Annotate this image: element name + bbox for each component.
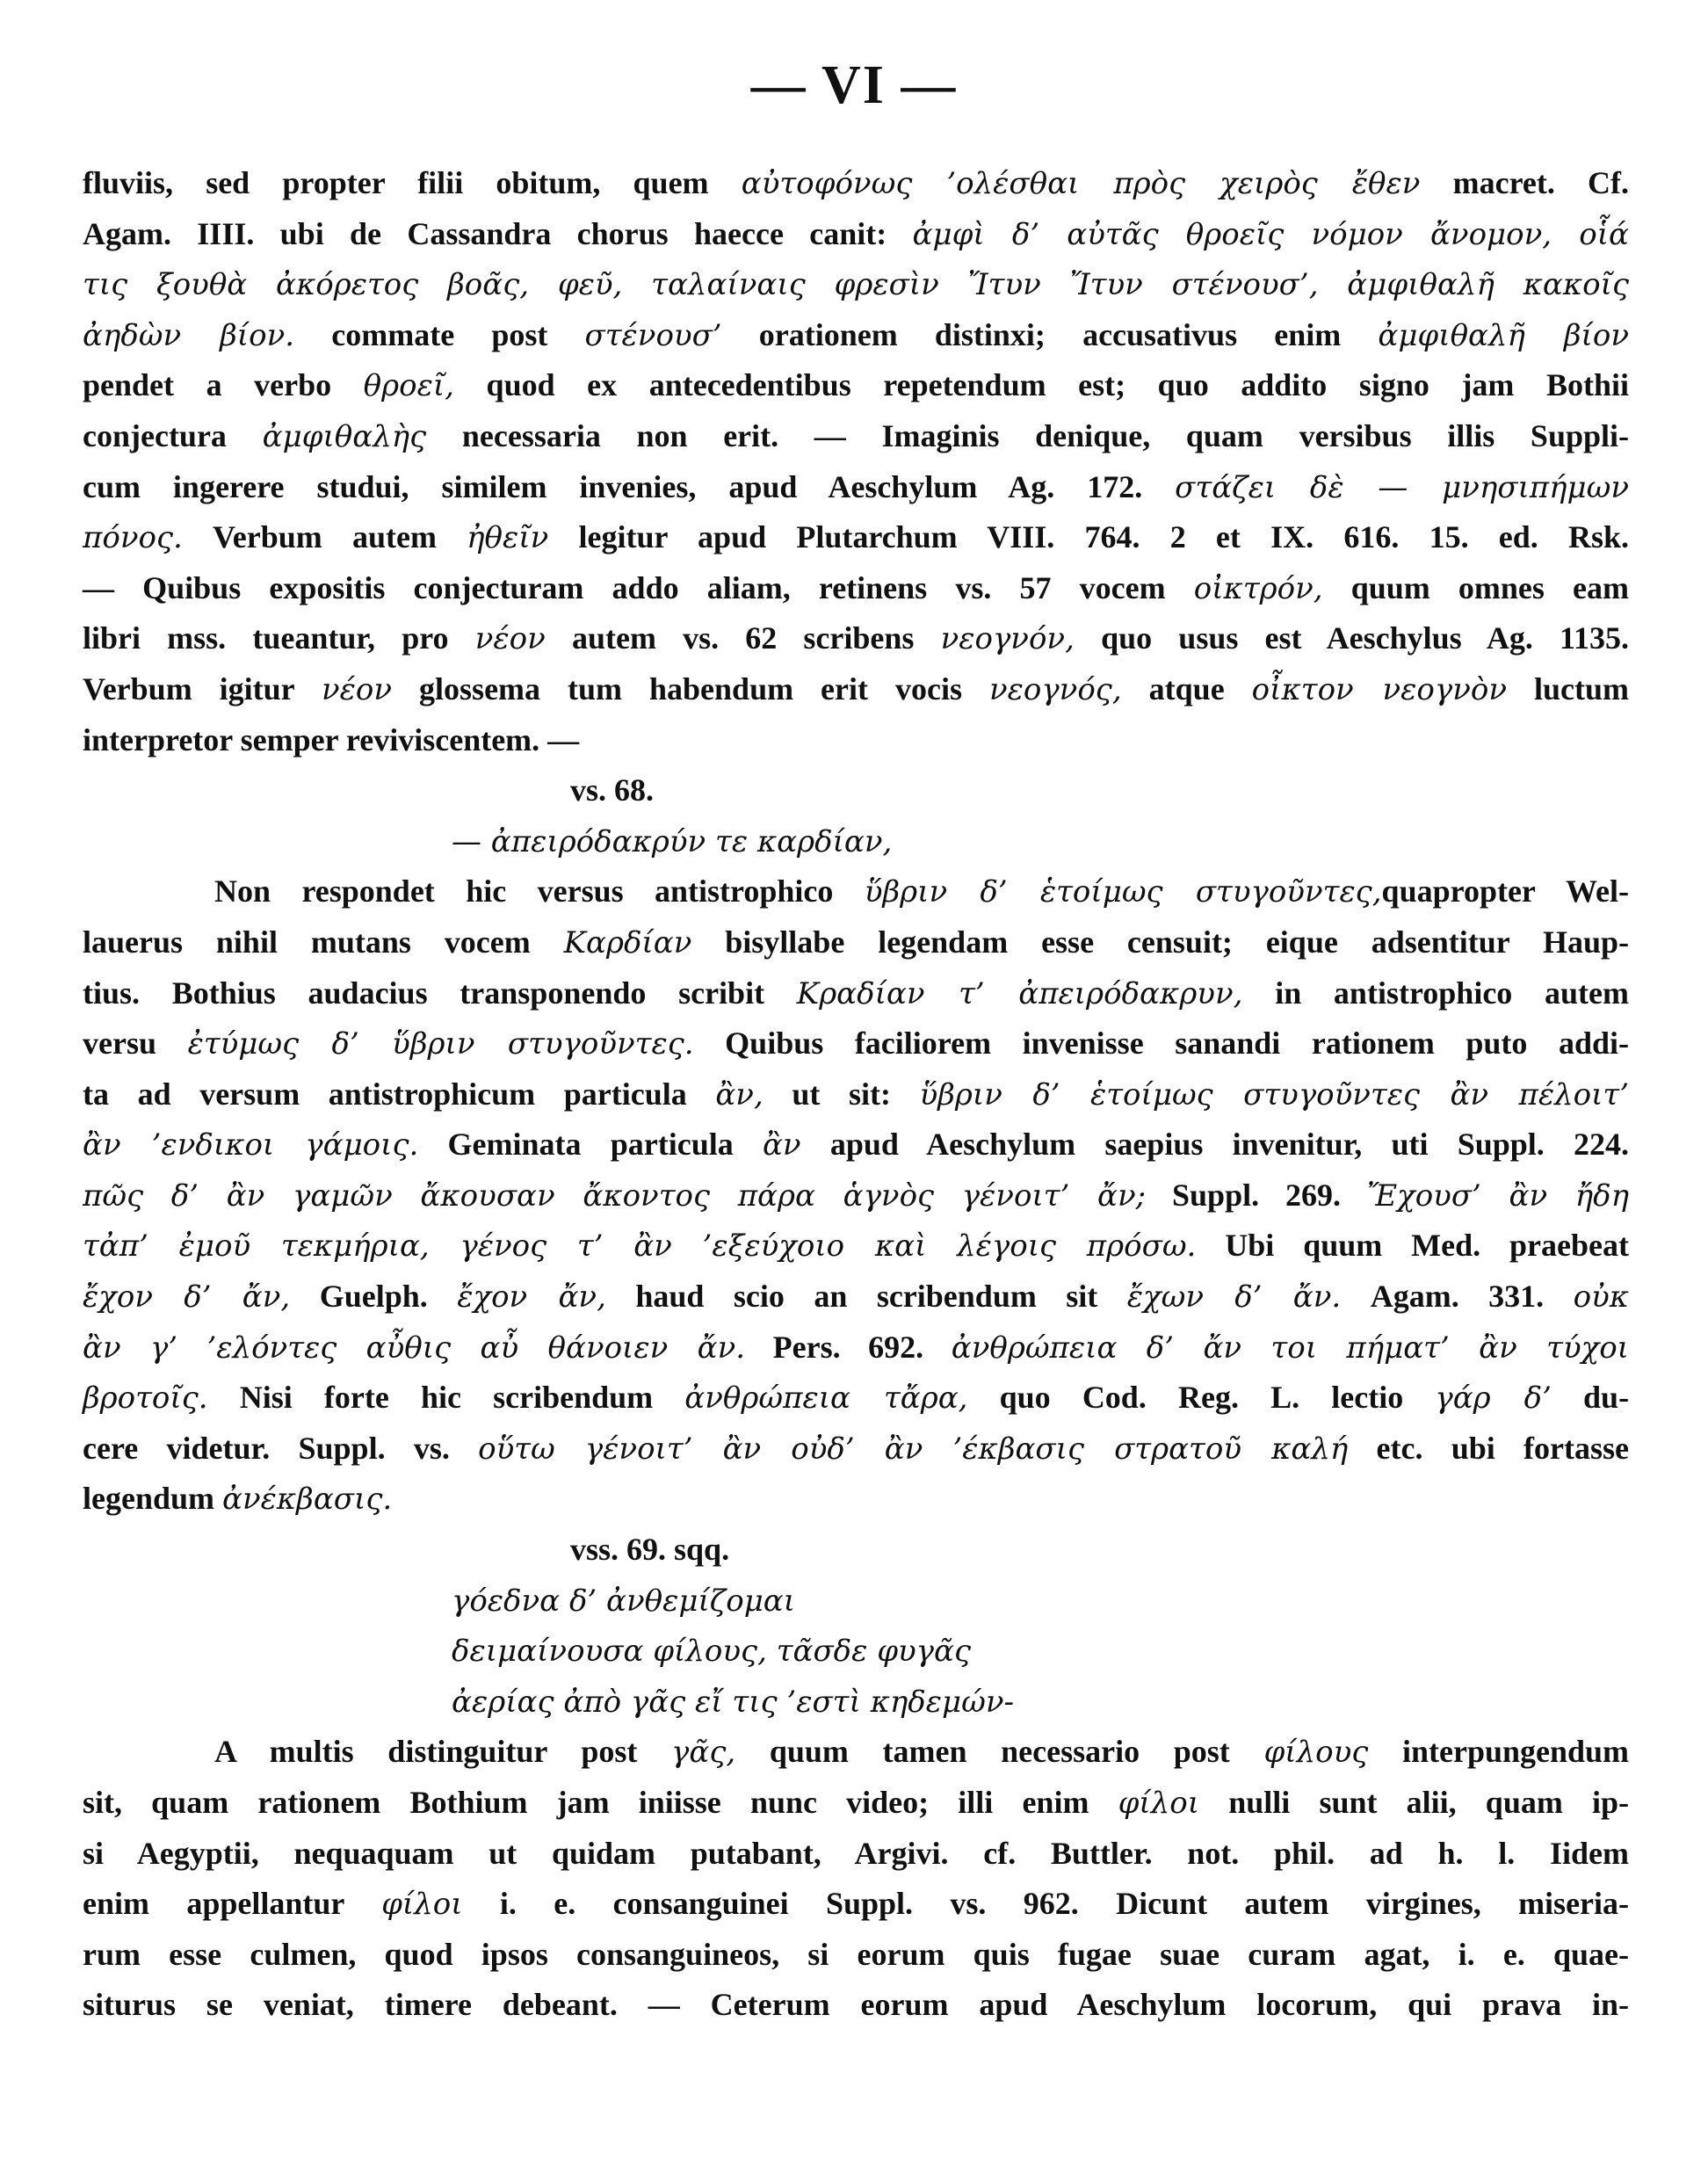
text-line: rum esse culmen, quod ipsos consanguineos, si eorum quis fugae suae curam agat, i. e. quae-: [83, 1936, 1629, 1972]
text-line: conjectura ἀμφιθαλὴς necessaria non erit. — Imaginis denique, quam versibus illis Suppli-: [83, 417, 1630, 454]
text-line: tius. Bothius audacius transponendo scribit Κραδίαν τ’ ἀπειρόδακρυν, in antistrophico autem: [83, 975, 1629, 1011]
text-line: ἂν γ’ ’ελόντες αὖθις αὖ θάνοιεν ἄν. Pers. 692. ἀνθρώπεια δ’ ἄν τοι πήματ’ ἂν τύχοι: [83, 1329, 1630, 1366]
text-line: legendum ἀνέκβασις.: [83, 1481, 393, 1518]
quoted-verse: δειμαίνουσα φίλους, τᾶσδε φυγᾶς: [452, 1634, 971, 1670]
text-line: versu ἐτύμως δ’ ὕβριν στυγοῦντες. Quibus faciliorem invenisse sanandi rationem puto addi-: [83, 1026, 1630, 1062]
text-line: τἀπ’ ἐμοῦ τεκμήρια, γένος τ’ ἂν ’εξεύχοιο καὶ λέγοις πρόσω. Ubi quum Med. praebeat: [83, 1228, 1629, 1265]
text-line: βροτοῖς. Nisi forte hic scribendum ἀνθρώπεια τἄρα, quo Cod. Reg. L. lectio γάρ δ’ du-: [83, 1380, 1630, 1417]
text-line: Non respondet hic versus antistrophico ὕβριν δ’ ἑτοίμως στυγοῦντες,quapropter Wel-: [214, 873, 1630, 910]
verse-reference: vs. 68.: [570, 772, 655, 808]
text-line: siturus se veniat, timere debeant. — Ceterum eorum apud Aeschylum locorum, qui prava in-: [83, 1987, 1629, 2023]
text-line: fluviis, sed propter filii obitum, quem αὐτοφόνως ’ολέσθαι πρὸς χειρὸς ἔθεν macret. Cf.: [83, 165, 1630, 201]
text-line: ἀηδὼν βίον. commate post στένουσ’ orationem distinxi; accusativus enim ἀμφιθαλῆ βίον: [83, 316, 1630, 353]
text-line: cere videtur. Suppl. vs. οὕτω γένοιτ’ ἂν οὐδ’ ἂν ’έκβασις στρατοῦ καλή etc. ubi fortasse: [83, 1430, 1629, 1467]
text-line: lauerus nihil mutans vocem Καρδίαν bisyllabe legendam esse censuit; eique adsentitur Haup-: [83, 924, 1629, 960]
text-line: ἔχον δ’ ἄν, Guelph. ἔχον ἄν, haud scio an scribendum sit ἔχων δ’ ἄν. Agam. 331. οὐκ: [83, 1279, 1630, 1315]
text-line: enim appellantur φίλοι i. e. consanguinei Suppl. vs. 962. Dicunt autem virgines, miseria-: [83, 1886, 1630, 1923]
text-line: pendet a verbo θροεῖ, quod ex antecedentibus repetendum est; quo addito signo jam Bothii: [83, 367, 1629, 404]
text-line: interpretor semper reviviscentem. —: [83, 721, 580, 757]
main-text: [83, 158, 1629, 2031]
text-line: si Aegyptii, nequaquam ut quidam putabant, Argivi. cf. Buttler. not. phil. ad h. l. Iidem: [83, 1835, 1629, 1871]
text-line: libri mss. tueantur, pro νέον autem vs. 62 scribens νεογνόν, quo usus est Aeschylus Ag. 1135.: [83, 620, 1630, 657]
quoted-verse: γόεδνα δ’ ἀνθεμίζομαι: [452, 1583, 796, 1619]
text-line: A multis distinguitur post γᾶς, quum tamen necessario post φίλους interpungendum: [214, 1734, 1630, 1771]
text-line: — Quibus expositis conjecturam addo aliam, retinens vs. 57 vocem οἰκτρόν, quum omnes eam: [83, 569, 1629, 606]
quoted-verse: ἀερίας ἀπὸ γᾶς εἴ τις ’εστὶ κηδεμών-: [452, 1684, 1014, 1720]
text-line: ta ad versum antistrophicum particula ἂν, ut sit: ὕβριν δ’ ἑτοίμως στυγοῦντες ἂν πέλοιτ’: [83, 1076, 1630, 1112]
text-line: τις ξουθὰ ἀκόρετος βοᾶς, φεῦ, ταλαίναις φρεσὶν Ἴτυν Ἴτυν στένουσ’, ἀμφιθαλῆ κακοῖς: [83, 267, 1629, 303]
text-line: Agam. IIII. ubi de Cassandra chorus haecce canit: ἀμφὶ δ’ αὐτᾶς θροεῖς νόμον ἄνομον, οἷά: [83, 215, 1629, 252]
verse-reference: vss. 69. sqq.: [570, 1532, 730, 1568]
text-line: sit, quam rationem Bothium jam iniisse nunc video; illi enim φίλοι nulli sunt alii, quam ip-: [83, 1785, 1630, 1821]
page-number-header: — VI —: [750, 55, 958, 115]
text-line: ἂν ’ενδικοι γάμοις. Geminata particula ἂν apud Aeschylum saepius invenitur, uti Suppl. 224.: [83, 1127, 1630, 1163]
text-line: cum ingerere studui, similem invenies, apud Aeschylum Ag. 172. στάζει δὲ — μνησιπήμων: [83, 468, 1629, 505]
text-line: πῶς δ’ ἂν γαμῶν ἄκουσαν ἄκοντος πάρα ἁγνὸς γένοιτ’ ἄν; Suppl. 269. Ἔχουσ’ ἂν ἤδη: [83, 1177, 1630, 1214]
text-line: Verbum igitur νέον glossema tum habendum erit vocis νεογνός, atque οἶκτον νεογνὸν luctum: [83, 670, 1629, 707]
quoted-verse: — ἀπειρόδακρύν τε καρδίαν,: [452, 823, 893, 859]
text-line: πόνος. Verbum autem ἠθεῖν legitur apud Plutarchum VIII. 764. 2 et IX. 616. 15. ed. Rsk.: [83, 519, 1630, 556]
